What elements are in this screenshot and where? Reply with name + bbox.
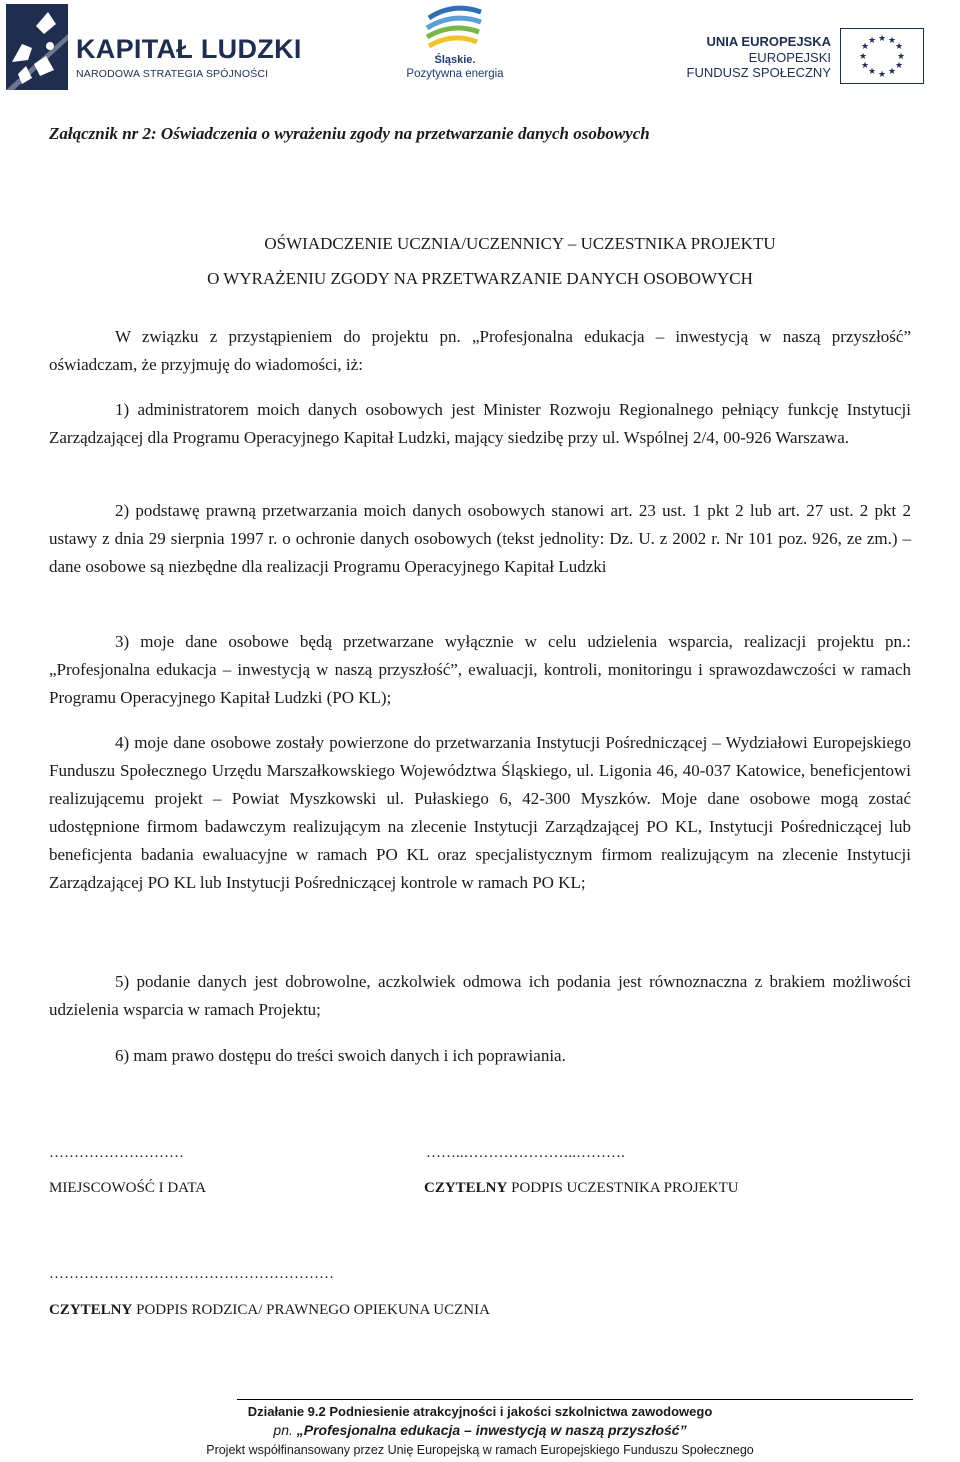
eu-logo-line3: FUNDUSZ SPOŁECZNY <box>686 65 831 80</box>
parent-signature-label <box>49 1302 490 1319</box>
svg-text:★: ★ <box>894 42 904 52</box>
parent-signature-label-rest: PODPIS RODZICA/ PRAWNEGO OPIEKUNA UCZNIA <box>132 1302 490 1318</box>
statement-title-line1: OŚWIADCZENIE UCZNIA/UCZENNICY – UCZESTNIKA PROJEKTU <box>264 234 776 253</box>
intro-paragraph: W związku z przystąpieniem do projektu pn. „Profesjonalna edukacja – inwestycją w naszą przyszłość” oświadczam, że przyjmuję do wiadomości, iż: <box>49 327 911 374</box>
kapital-ludzki-subtitle: NARODOWA STRATEGIA SPÓJNOŚCI <box>76 68 269 80</box>
eu-logo <box>674 28 944 88</box>
clause-3: 3) moje dane osobowe będą przetwarzane wyłącznie w celu udzielenia wsparcia, realizacji projektu pn.: „Profesjonalna edukacja – inwestycją w naszą przyszłość”, ewaluacji, kontroli, monitoringu i sprawozdawczości w ramach Programu Operacyjnego Kapitał Ludzki (PO KL); <box>49 632 911 707</box>
footer-project-title: „Profesjonalna edukacja – inwestycją w naszą przyszłość” <box>292 1422 687 1438</box>
svg-text:★: ★ <box>887 67 897 77</box>
kapital-ludzki-emblem-icon <box>6 4 68 90</box>
footer-project-prefix: pn. <box>273 1422 293 1438</box>
svg-text:★: ★ <box>860 42 870 52</box>
page-header <box>0 0 960 95</box>
attachment-title: Załącznik nr 2: Oświadczenia o wyrażeniu zgody na przetwarzanie danych osobowych <box>49 124 650 143</box>
kapital-ludzki-logo <box>6 4 302 90</box>
clause-2: 2) podstawę prawną przetwarzania moich danych osobowych stanowi art. 23 ust. 1 pkt 2 lub art. 27 ust. 2 pkt 2 ustawy z dnia 29 sierpnia 1997 r. o ochronie danych osobowych (tekst jednolity: Dz. U. z 2002 r. Nr 101 poz. 926, ze zm.) – dane osobowe są niezbędne dla realizacji Programu Operacyjnego Kapitał Ludzki <box>49 501 911 576</box>
parent-signature-label-bold: CZYTELNY <box>49 1302 133 1318</box>
eu-logo-line1: UNIA EUROPEJSKA <box>706 34 831 49</box>
participant-signature-label-bold: CZYTELNY <box>424 1180 508 1196</box>
eu-logo-line2: EUROPEJSKI <box>748 50 831 65</box>
svg-text:★: ★ <box>877 34 887 44</box>
kapital-ludzki-title: KAPITAŁ LUDZKI <box>76 34 302 64</box>
clause-1: 1) administratorem moich danych osobowych jest Minister Rozwoju Regionalnego pełniący funkcję Instytucji Zarządzającej dla Programu Operacyjnego Kapitał Ludzki, mający siedzibę przy ul. Wspólnej 2/4, 00-926 Warszawa. <box>49 400 911 447</box>
svg-text:★: ★ <box>858 52 868 62</box>
svg-text:★: ★ <box>894 61 904 71</box>
clause-5: 5) podanie danych jest dobrowolne, aczkolwiek odmowa ich podania jest równoznaczna z brakiem możliwości udzielenia wsparcia w ramach Projektu; <box>49 972 911 1019</box>
footer-cofinancing-note: Projekt współfinansowany przez Unię Europejską w ramach Europejskiego Funduszu Społecznego <box>206 1443 754 1457</box>
participant-signature-label <box>424 1180 739 1197</box>
svg-text:★: ★ <box>867 36 877 46</box>
svg-text:★: ★ <box>877 70 887 80</box>
clause-4: 4) moje dane osobowe zostały powierzone do przetwarzania Instytucji Pośredniczącej – Wydziałowi Europejskiego Funduszu Społecznego Urzędu Marszałkowskiego Województwa Śląskiego, ul. Ligonia 46, 40-037 Katowice, beneficjentowi realizującemu projekt – Powiat Myszkowski ul. Pułaskiego 6, 42-300 Myszków. Moje dane osobowe mogą zostać udostępnione firmom badawczym realizującym na zlecenie Instytucji Zarządzającej PO KL, Instytucji Pośredniczącej lub beneficjenta badania ewaluacyjne w ramach PO KL oraz specjalistycznym firmom realizującym na zlecenie Instytucji Zarządzającej PO KL lub Instytucji Pośredniczącej kontrole w ramach PO KL; <box>49 733 911 892</box>
footer-divider <box>237 1399 913 1400</box>
eu-flag-icon <box>840 28 924 84</box>
svg-text:★: ★ <box>860 61 870 71</box>
slaskie-name: Śląskie. <box>434 54 476 66</box>
footer-project-name <box>0 1422 960 1438</box>
parent-signature-line: ………………………………………………… <box>49 1266 334 1282</box>
svg-text:★: ★ <box>867 67 877 77</box>
clause-6: 6) mam prawo dostępu do treści swoich danych i ich poprawiania. <box>115 1046 566 1065</box>
place-date-label: MIEJSCOWOŚĆ I DATA <box>49 1180 207 1196</box>
participant-signature-line: ……..…………………..………. <box>426 1145 625 1161</box>
statement-title-line2: O WYRAŻENIU ZGODY NA PRZETWARZANIE DANYCH OSOBOWYCH <box>207 269 753 288</box>
slaskie-slogan: Pozytywna energia <box>406 68 504 80</box>
svg-text:★: ★ <box>896 52 906 62</box>
slaskie-waves-icon <box>423 4 487 52</box>
footer-action-line: Działanie 9.2 Podniesienie atrakcyjności i jakości szkolnictwa zawodowego <box>247 1404 713 1419</box>
participant-signature-label-rest: PODPIS UCZESTNIKA PROJEKTU <box>507 1180 739 1196</box>
svg-text:★: ★ <box>887 36 897 46</box>
slaskie-logo <box>395 4 525 84</box>
place-date-signature-line: ……………………… <box>49 1145 184 1161</box>
